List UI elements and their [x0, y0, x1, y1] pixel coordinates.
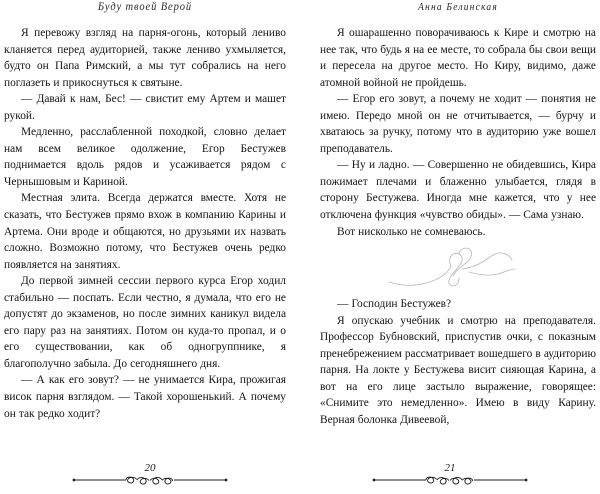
paragraph: Местная элита. Всегда держатся вместе. Хотя не сказать, что Бестужев прямо вхож в компанию Карины и Артема. Они вроде и общаются, но друзьями их назвать сложно. Возможно потому, что Бестужев очень редко появляется на занятиях. [4, 192, 286, 271]
paragraph: Я опускаю учебник и смотрю на преподавателя. Профессор Бубновский, приспустив очки, с показным пренебрежением рассматривает вошедшего в аудиторию парня. На локте у Бестужева висит сияющая Карина, а вот на его лице застыло выражение, говорящее: «Снимите это немедленно». Имею в виду Карину. Верная болонка Дивеевой, [320, 314, 596, 426]
running-head-left: Буду твоей Верой [97, 1, 193, 14]
paragraph: — А как его зовут? — не унимается Кира, прожигая висок парня взглядом. — Такой хорошенький. А почему он так редко ходит? [4, 374, 286, 420]
right-page-textblock [320, 25, 596, 428]
page-number: 21 [444, 462, 456, 474]
right-page [300, 0, 600, 494]
paragraph: Я ошарашенно поворачиваюсь к Кире и смотрю на нее так, что будь я на ее месте, то собрала бы свои вещи и пересела на другое место. Но Киру, видимо, даже атомной войной не пройдешь. [320, 27, 596, 89]
paragraph: — Ну и ладно. — Совершенно не обидевшись, Кира пожимает плечами и блаженно улыбается, глядя в сторону Бестужева. Иногда мне кажется, что у нее отключена функция «чувство обиды». — Сама узнаю. [320, 159, 596, 222]
paragraph: До первой зимней сессии первого курса Егор ходил стабильно — поспать. Если честно, я думала, что его не допустят до экзаменов, но после зимних каникул видела его пару раз на занятиях. Потом он куда-то пропал, и о его существовании, как об одногруппнике, я благополучно забыла. До сегодняшнего дня. [4, 275, 286, 370]
folio-right [300, 462, 600, 486]
paragraph: — Давай к нам, Бес! — свистит ему Артем и машет рукой. [4, 93, 286, 122]
paragraph: Я перевожу взгляд на парня-огонь, который лениво кланяется перед аудиторией, также лениво ухмыляется, будто он Папа Римский, а мы тут собрались на него поглазеть и прикоснуться к святыне. [4, 27, 286, 89]
folio-rule-ornament-icon [0, 474, 300, 486]
left-page-textblock [4, 25, 286, 422]
paragraph: Вот нисколько не сомневаюсь. [337, 225, 486, 238]
folio-left [0, 462, 300, 486]
double-heart-flourish-icon [320, 242, 596, 296]
running-head-right: Анна Белинская [418, 2, 498, 14]
folio-rule-ornament-icon [300, 474, 600, 486]
paragraph: Медленно, расслабленной походкой, словно делает нам всем великое одолжение, Егор Бестужев поднимается вдоль рядов и усаживается рядом с Чернышовым и Кариной. [4, 126, 286, 188]
paragraph: — Егор его зовут, а почему не ходит — понятия не имею. Передо мной он не отчитывается, — бурчу и хватаюсь за ручку, потому что в аудиторию уже вошел преподаватель. [320, 93, 596, 155]
paragraph: — Господин Бестужев? [337, 298, 452, 311]
page-number: 20 [144, 462, 156, 474]
